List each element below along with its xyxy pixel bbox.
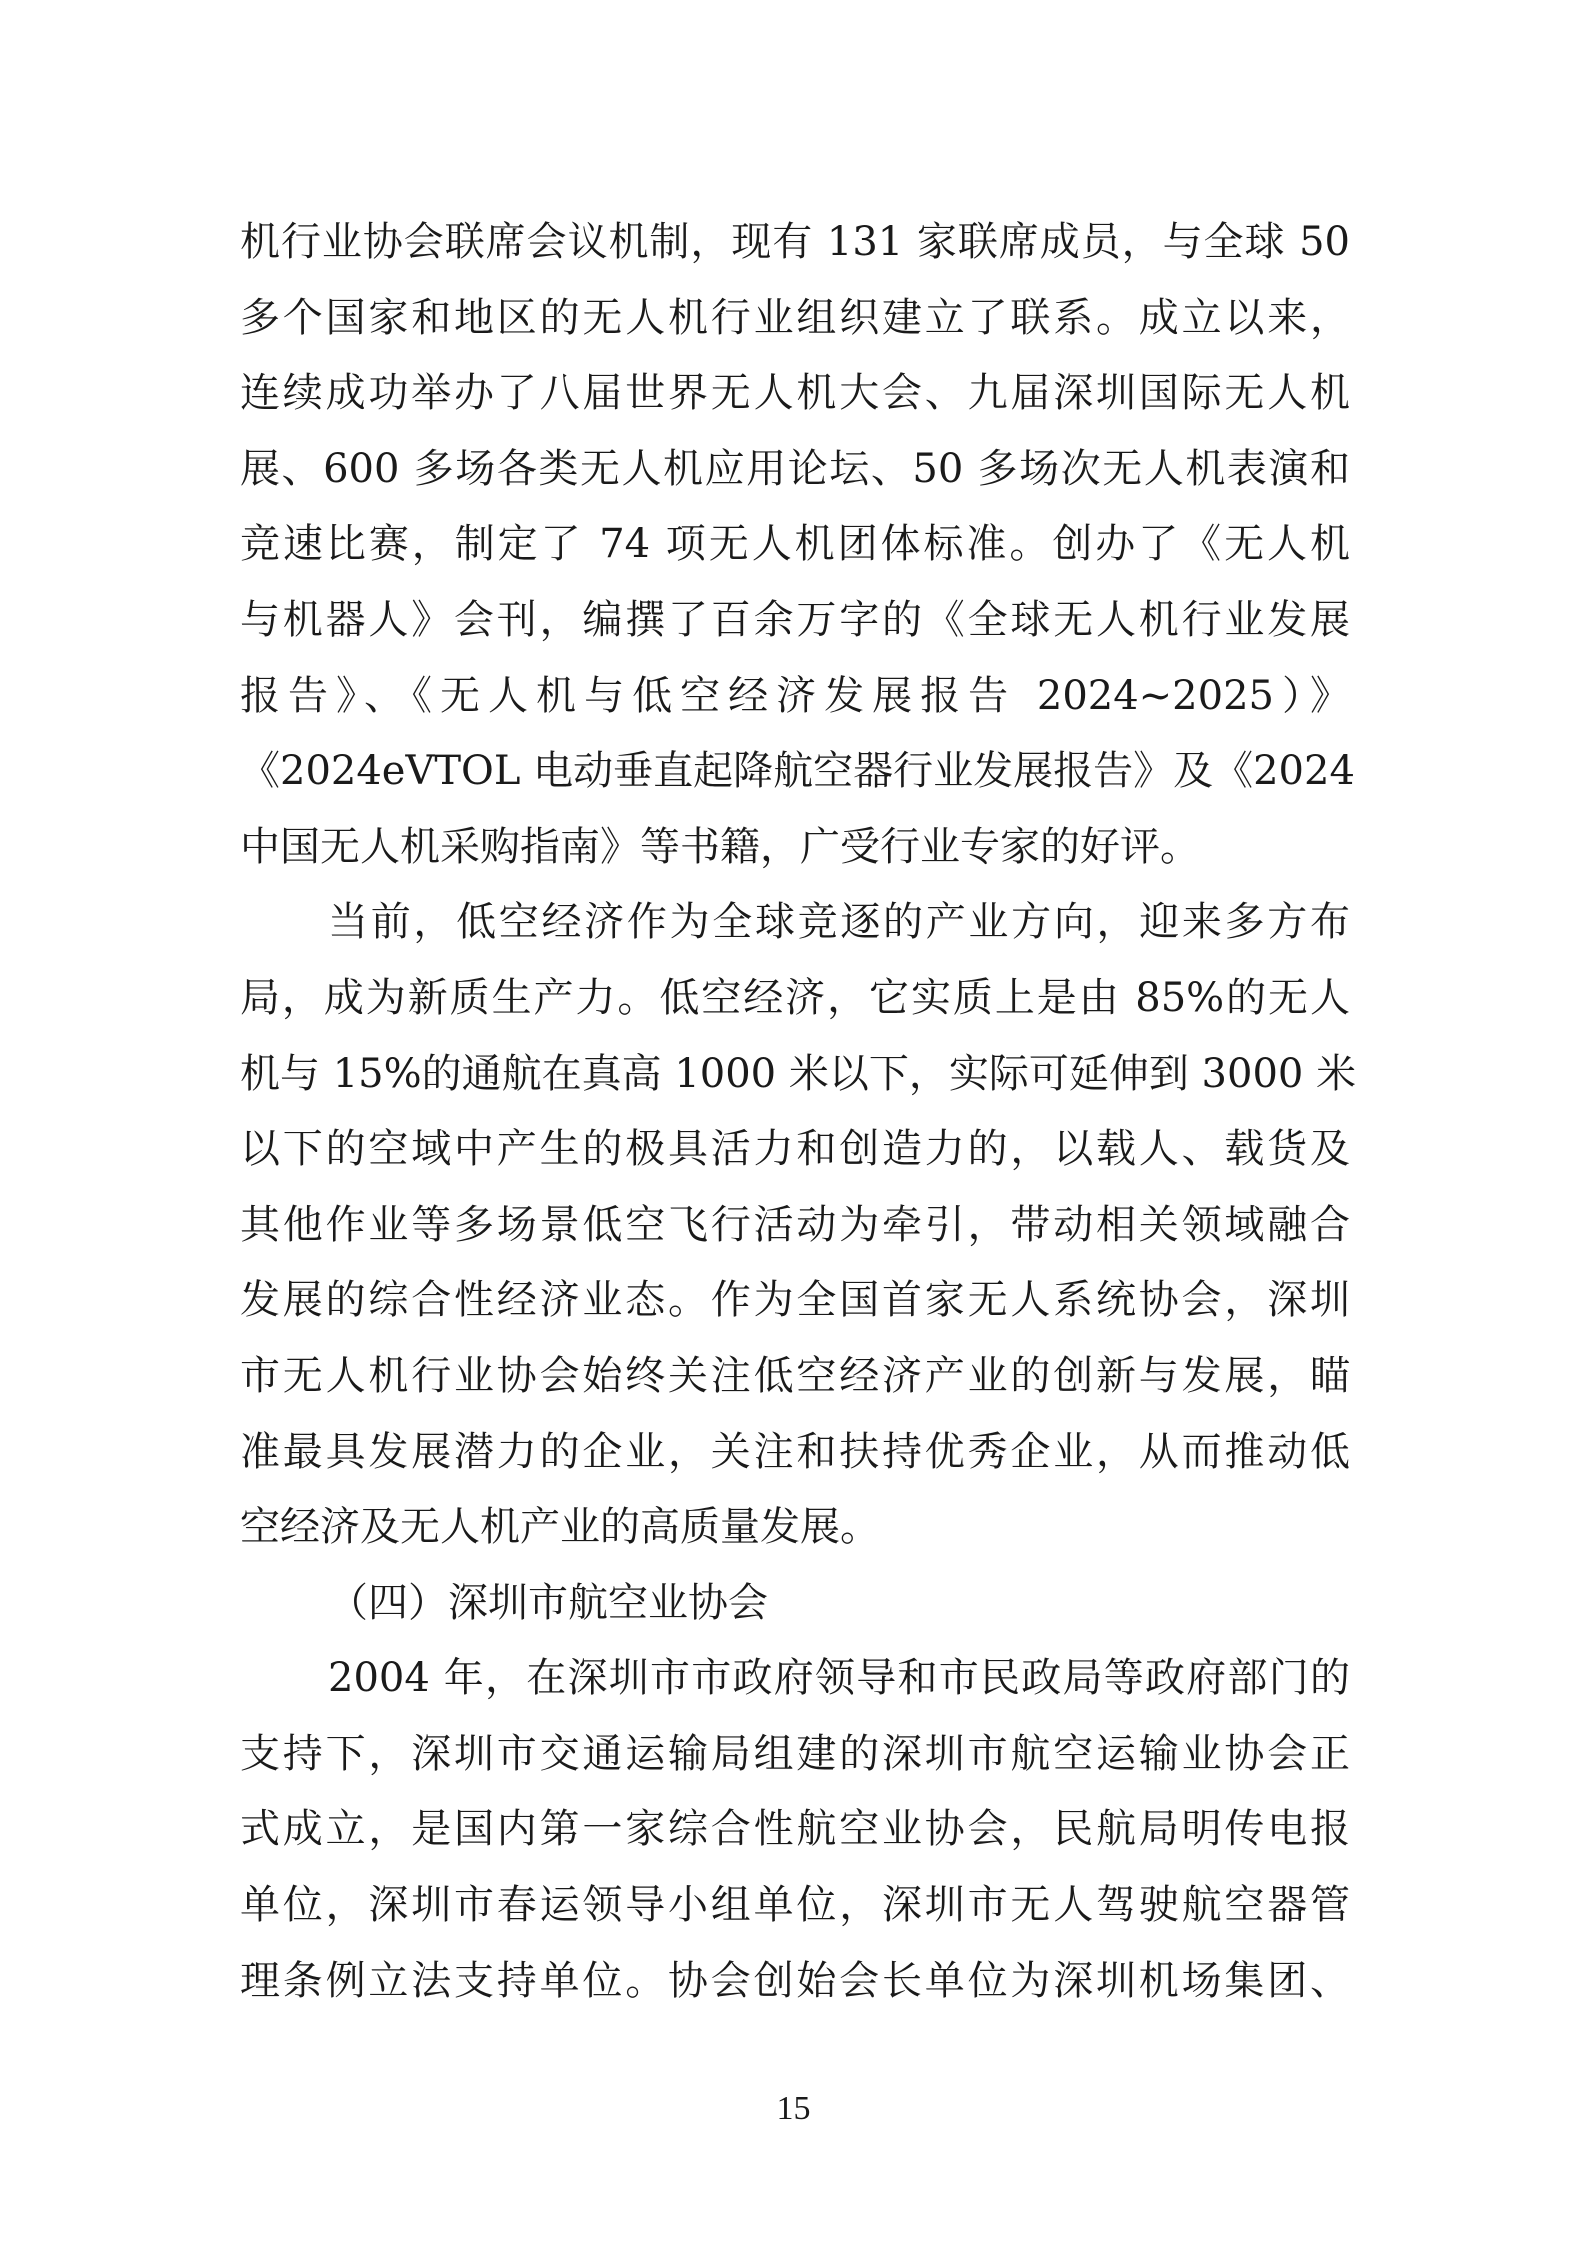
text-line: 式成立，是国内第一家综合性航空业协会，民航局明传电报: [240, 1806, 1350, 1853]
text-line: 多个国家和地区的无人机行业组织建立了联系。成立以来，: [240, 294, 1350, 341]
text-line: 空经济及无人机产业的高质量发展。: [240, 1504, 880, 1551]
text-line: 竞速比赛，制定了 74 项无人机团体标准。创办了《无人机: [240, 521, 1350, 568]
paragraph-aviation-association: [240, 1641, 1350, 2019]
text-line: 机与 15%的通航在真高 1000 米以下，实际可延伸到 3000 米: [240, 1050, 1357, 1097]
page-number: 15: [776, 2090, 811, 2127]
text-line: 其他作业等多场景低空飞行活动为牵引，带动相关领域融合: [240, 1201, 1350, 1248]
text-line: 理条例立法支持单位。协会创始会长单位为深圳机场集团、: [240, 1957, 1350, 2004]
text-line: 中国无人机采购指南》等书籍，广受行业专家的好评。: [240, 823, 1200, 870]
text-line: 连续成功举办了八届世界无人机大会、九届深圳国际无人机: [240, 370, 1350, 417]
paragraph-uav-association: [240, 205, 1355, 885]
text-line: 机行业协会联席会议机制，现有 131 家联席成员，与全球 50: [240, 219, 1350, 265]
section-heading: （四）深圳市航空业协会: [328, 1579, 768, 1626]
paragraph-low-altitude-economy: [240, 885, 1357, 1565]
text-line: 市无人机行业协会始终关注低空经济产业的创新与发展，瞄: [240, 1352, 1350, 1399]
text-line: 以下的空域中产生的极具活力和创造力的，以载人、载货及: [240, 1126, 1350, 1173]
text-line: 支持下，深圳市交通运输局组建的深圳市航空运输业协会正: [240, 1730, 1350, 1777]
text-line: 与机器人》会刊，编撰了百余万字的《全球无人机行业发展: [240, 596, 1350, 643]
text-line: 准最具发展潜力的企业，关注和扶持优秀企业，从而推动低: [240, 1428, 1350, 1475]
body-text: [240, 205, 1357, 2019]
text-line: 单位，深圳市春运领导小组单位，深圳市无人驾驶航空器管: [240, 1882, 1350, 1929]
text-line: 当前，低空经济作为全球竞逐的产业方向，迎来多方布: [328, 899, 1350, 946]
text-line: 2004 年，在深圳市市政府领导和市民政局等政府部门的: [328, 1655, 1350, 1702]
text-line: 展、600 多场各类无人机应用论坛、50 多场次无人机表演和: [240, 445, 1350, 492]
text-line: 发展的综合性经济业态。作为全国首家无人系统协会，深圳: [240, 1277, 1350, 1324]
text-line: 局，成为新质生产力。低空经济，它实质上是由 85%的无人: [240, 974, 1350, 1021]
text-line: 报告》、《无人机与低空经济发展报告 2024~2025）》: [240, 672, 1350, 719]
text-line: 《2024eVTOL 电动垂直起降航空器行业发展报告》及《2024: [240, 748, 1355, 795]
